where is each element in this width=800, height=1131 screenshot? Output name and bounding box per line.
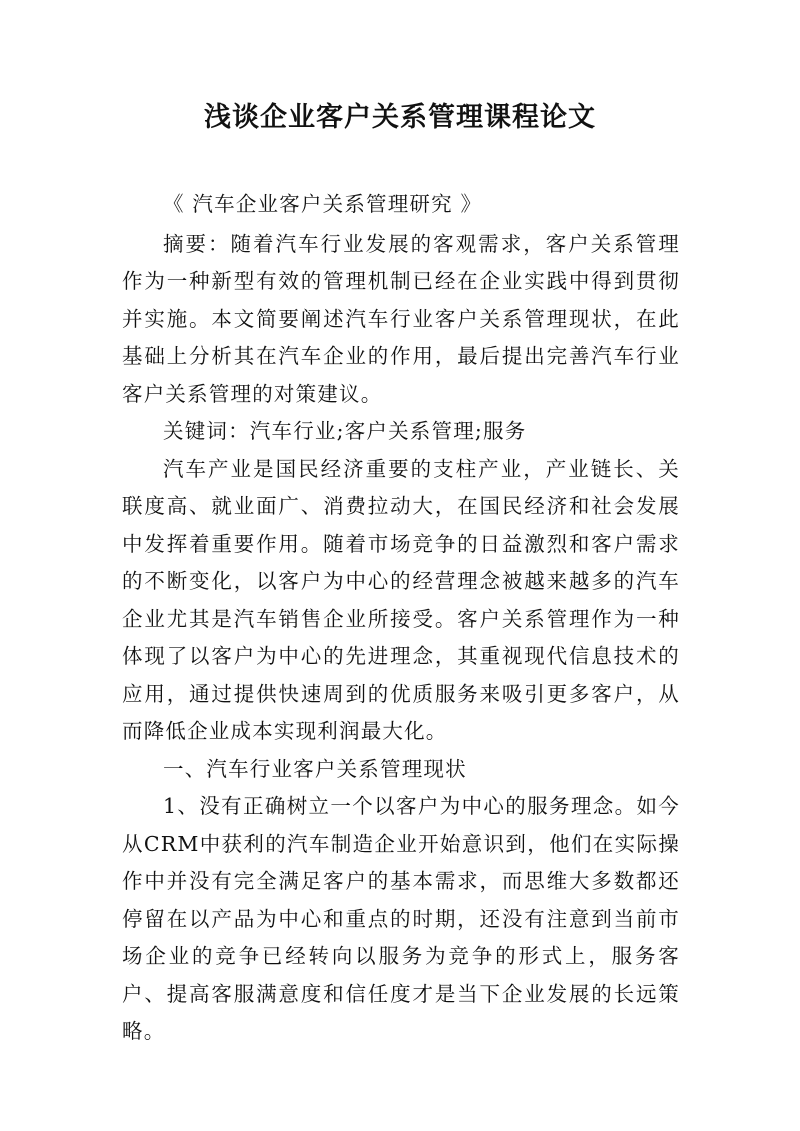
document-title: 浅谈企业客户关系管理课程论文 — [204, 102, 596, 133]
keywords-paragraph: 关键词：汽车行业;客户关系管理;服务 — [163, 419, 527, 443]
document-subtitle: 《 汽车企业客户关系管理研究 》 — [163, 192, 483, 216]
abstract-paragraph: 摘要：随着汽车行业发展的客观需求，客户关系管理作为一种新型有效的管理机制已经在企业实践中得到贯彻并实施。本文简要阐述汽车行业客户关系管理现状，在此基础上分析其在汽车企业的作用，最后提出完善汽车行业客户关系管理的对策建议。 — [122, 231, 680, 406]
intro-paragraph: 汽车产业是国民经济重要的支柱产业，产业链长、关联度高、就业面广、消费拉动大，在国民经济和社会发展中发挥着重要作用。随着市场竞争的日益激烈和客户需求的不断变化，以客户为中心的经营理念被越来越多的汽车企业尤其是汽车销售企业所接受。客户关系管理作为一种体现了以客户为中心的先进理念，其重视现代信息技术的应用，通过提供快速周到的优质服务来吸引更多客户，从而降低企业成本实现利润最大化。 — [122, 456, 680, 743]
document-body — [122, 186, 680, 1051]
section-paragraph: 1、没有正确树立一个以客户为中心的服务理念。如今从CRM中获利的汽车制造企业开始意识到，他们在实际操作中并没有完全满足客户的基本需求，而思维大多数都还停留在以产品为中心和重点的时期，还没有注意到当前市场企业的竞争已经转向以服务为竞争的形式上，服务客户、提高客服满意度和信任度才是当下企业发展的长远策略。 — [122, 794, 680, 1043]
section-heading: 一、汽车行业客户关系管理现状 — [163, 756, 467, 781]
